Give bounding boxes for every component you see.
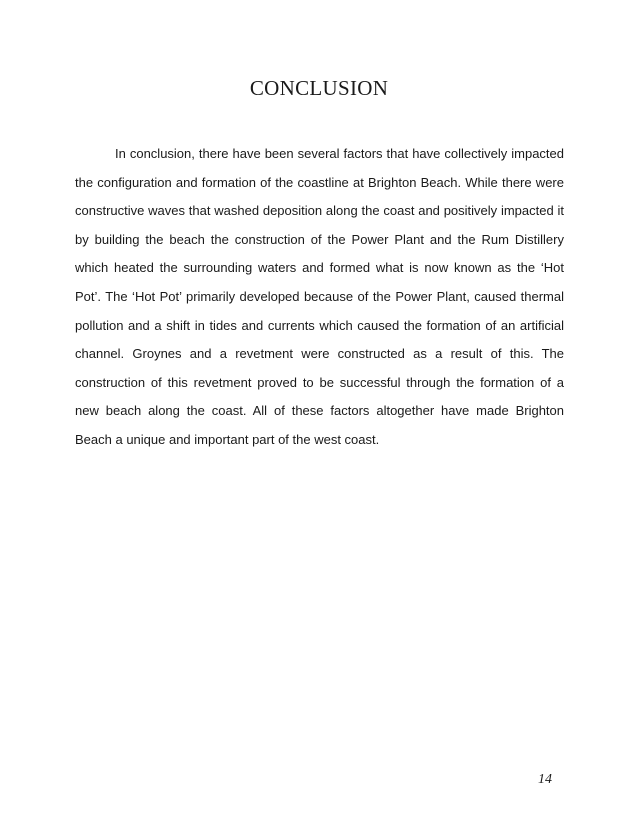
conclusion-paragraph: In conclusion, there have been several factors that have collectively impacted the configuration and formation of the coastline at Brighton Beach. While there were constructive waves that washed deposition along the coast and positively impacted it by building the beach the construction of the Power Plant and the Rum Distillery which heated the surrounding waters and formed what is now known as the ‘Hot Pot’. The ‘Hot Pot’ primarily developed because of the Power Plant, caused thermal pollution and a shift in tides and currents which caused the formation of an artificial channel. Groynes and a revetment were constructed as a result of this. The construction of this revetment proved to be successful through the formation of a new beach along the coast. All of these factors altogether have made Brighton Beach a unique and important part of the west coast. (75, 146, 564, 447)
page-title: CONCLUSION (249, 76, 389, 100)
page-number: 14 (538, 772, 552, 787)
